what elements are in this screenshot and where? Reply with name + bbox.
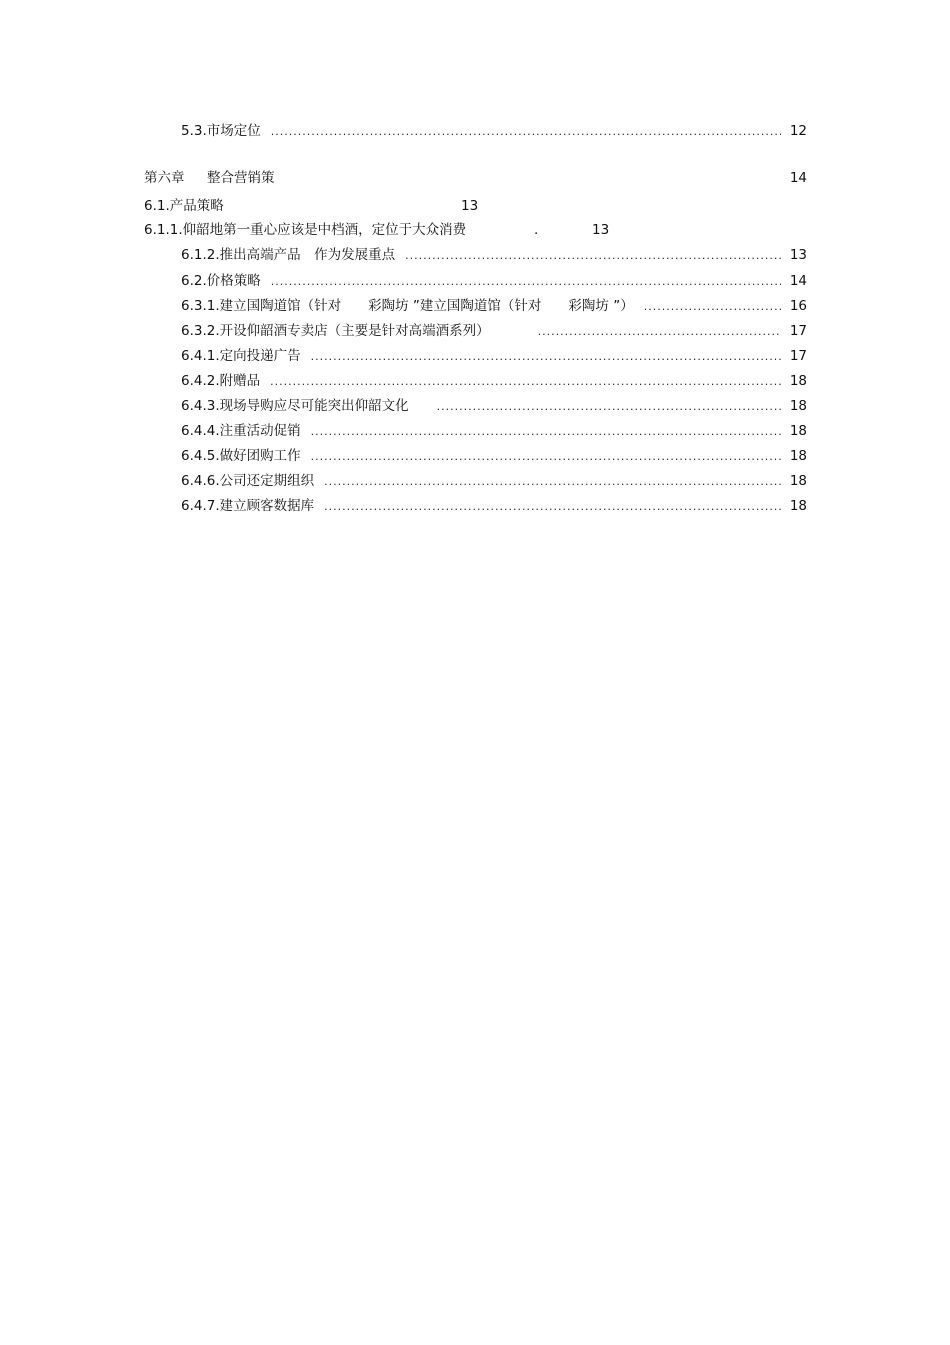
toc-entry-6-4-4[interactable]: [181, 421, 807, 441]
toc-page-number: 16: [789, 298, 807, 314]
toc-leader-dots: [271, 272, 781, 292]
toc-page-number: 18: [789, 498, 807, 514]
toc-entry-6-4-7[interactable]: [181, 496, 807, 516]
toc-leader-dots: [311, 347, 781, 367]
toc-entry-label: 6.3.1.建立国陶道馆（针对 彩陶坊 ”建立国陶道馆（针对 彩陶坊 ”）: [181, 298, 634, 314]
toc-page-number: 12: [789, 123, 807, 139]
toc-leader-dots: [270, 372, 781, 392]
toc-leader-dots: [538, 322, 781, 342]
toc-leader-dots: [324, 472, 781, 492]
toc-entry-6-1-page: 13: [461, 198, 479, 214]
toc-page-number: 17: [789, 323, 807, 339]
toc-page-number: 18: [789, 448, 807, 464]
toc-page-number: 17: [789, 348, 807, 364]
chapter-label: 第六章: [144, 170, 185, 186]
toc-entry-label: 6.2.价格策略: [181, 273, 261, 289]
toc-entry-label: 6.4.7.建立顾客数据库: [181, 498, 315, 514]
toc-entry-label: 6.4.4.注重活动促销: [181, 423, 301, 439]
toc-entry-6-1-2[interactable]: [181, 245, 807, 265]
toc-page-number: 18: [789, 373, 807, 389]
toc-leader-dots: [271, 122, 781, 142]
toc-entry-label: 6.4.5.做好团购工作: [181, 448, 301, 464]
toc-entry-6-4-6[interactable]: [181, 471, 807, 491]
toc-entry-6-1-1-dot: .: [534, 222, 539, 238]
toc-entry-label: 5.3.市场定位: [181, 123, 261, 139]
toc-entry-6-4-3[interactable]: [181, 396, 807, 416]
toc-entry-6-4-2[interactable]: [181, 371, 807, 391]
toc-entry-6-1-label: 6.1.产品策略: [144, 198, 224, 214]
toc-entry-6-4-1[interactable]: [181, 346, 807, 366]
toc-entry-label: 6.4.1.定向投递广告: [181, 348, 301, 364]
toc-leader-dots: [405, 246, 781, 266]
toc-page-number: 18: [789, 423, 807, 439]
toc-leader-dots: [311, 447, 781, 467]
toc-entry-6-1-1-label: 6.1.1.仰韶地第一重心应该是中档酒，定位于大众消费: [144, 222, 467, 238]
toc-entry-6-3-2[interactable]: [181, 321, 807, 341]
toc-entry-label: 6.4.3.现场导购应尽可能突出仰韶文化: [181, 398, 409, 414]
toc-leader-dots: [644, 297, 781, 317]
toc-leader-dots: [311, 422, 781, 442]
toc-leader-dots: [437, 397, 781, 417]
toc-entry-label: 6.4.2.附赠品: [181, 373, 261, 389]
toc-leader-dots: [324, 497, 781, 517]
toc-entry-label: 6.1.2.推出高端产品 作为发展重点: [181, 247, 396, 263]
toc-entry-6-1-1-page: 13: [592, 222, 610, 238]
toc-entry-6-4-5[interactable]: [181, 446, 807, 466]
chapter-title: 整合营销策: [207, 170, 275, 186]
toc-entry-6-2[interactable]: [181, 271, 807, 291]
toc-entry-5-3[interactable]: [181, 121, 807, 141]
toc-entry-label: 6.4.6.公司还定期组织: [181, 473, 315, 489]
toc-entry-6-3-1[interactable]: [181, 296, 807, 316]
toc-page-number: 13: [789, 247, 807, 263]
toc-entry-label: 6.3.2.开设仰韶酒专卖店（主要是针对高端酒系列）: [181, 323, 490, 339]
toc-page-number: 18: [789, 473, 807, 489]
chapter-page-number: 14: [789, 170, 807, 186]
toc-page-number: 18: [789, 398, 807, 414]
toc-page-number: 14: [789, 273, 807, 289]
